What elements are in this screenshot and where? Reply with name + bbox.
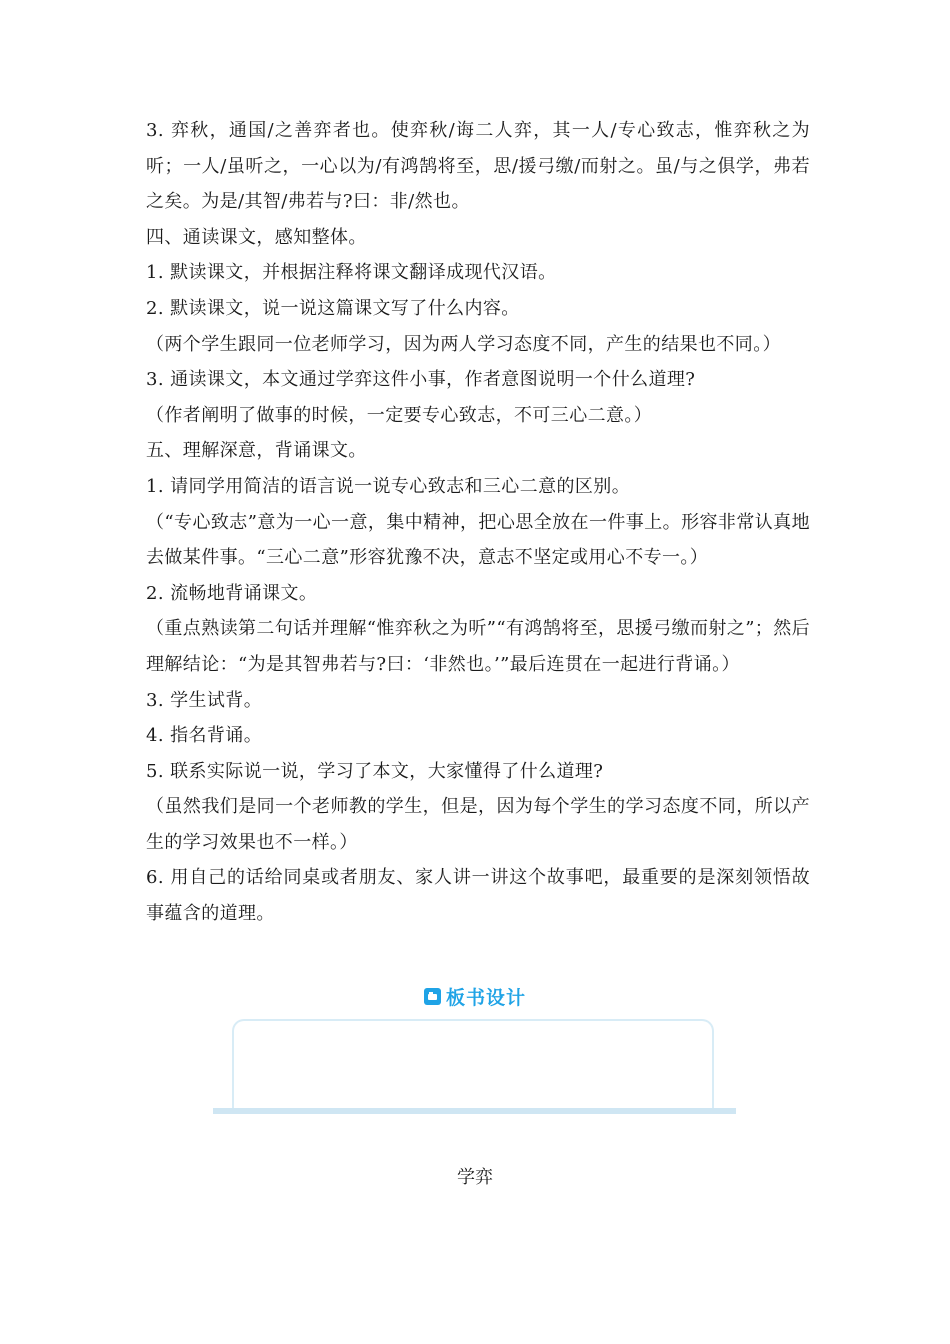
paragraph: 1. 请同学用简洁的语言说一说专心致志和三心二意的区别。 [146, 475, 631, 497]
paragraph: 2. 默读课文，说一说这篇课文写了什么内容。 [146, 297, 520, 319]
paragraph: 3. 通读课文，本文通过学弈这件小事，作者意图说明一个什么道理? [146, 369, 696, 391]
answer-note: （重点熟读第二句话并理解“惟弈秋之为听”“有鸿鹄将至，思援弓缴而射之”；然后理解结论：“为是其智弗若与?曰：‘非然也。’”最后连贯在一起进行背诵。） [146, 618, 811, 675]
board-design-heading [424, 982, 526, 1010]
board-base [213, 1108, 736, 1114]
paragraph: 5. 联系实际说一说，学习了本文，大家懂得了什么道理? [146, 760, 604, 782]
board-design-title: 板书设计 [446, 986, 527, 1009]
section-heading: 四、通读课文，感知整体。 [146, 226, 367, 248]
paragraph: 4. 指名背诵。 [146, 725, 263, 747]
board-content-title: 学弈 [457, 1167, 493, 1188]
paragraph: 1. 默读课文，并根据注释将课文翻译成现代汉语。 [146, 262, 557, 284]
lesson-text [146, 113, 810, 932]
board-icon [424, 988, 441, 1005]
answer-note: （“专心致志”意为一心一意，集中精神，把心思全放在一件事上。形容非常认真地去做某件事。“三心二意”形容犹豫不决，意志不坚定或用心不专一。） [146, 511, 810, 569]
board-frame [232, 1019, 714, 1111]
section-heading: 五、理解深意，背诵课文。 [146, 440, 367, 462]
answer-note: （虽然我们是同一个老师教的学生，但是，因为每个学生的学习态度不同，所以产生的学习效果也不一样。） [146, 796, 810, 853]
answer-note: （作者阐明了做事的时候，一定要专心致志，不可三心二意。） [146, 404, 653, 426]
answer-note: （两个学生跟同一位老师学习，因为两人学习态度不同，产生的结果也不同。） [146, 333, 781, 355]
paragraph: 6. 用自己的话给同桌或者朋友、家人讲一讲这个故事吧，最重要的是深刻领悟故事蕴含的道理。 [146, 867, 810, 925]
paragraph: 3. 学生试背。 [146, 689, 263, 711]
paragraph: 3. 弈秋，通国/之善弈者也。使弈秋/诲二人弈，其一人/专心致志，惟弈秋之为听；一人/虽听之，一心以为/有鸿鹄将至，思/援弓缴/而射之。虽/与之俱学，弗若之矣。为是/其智/弗若与?曰：非/然也。 [146, 120, 810, 213]
paragraph: 2. 流畅地背诵课文。 [146, 582, 318, 604]
